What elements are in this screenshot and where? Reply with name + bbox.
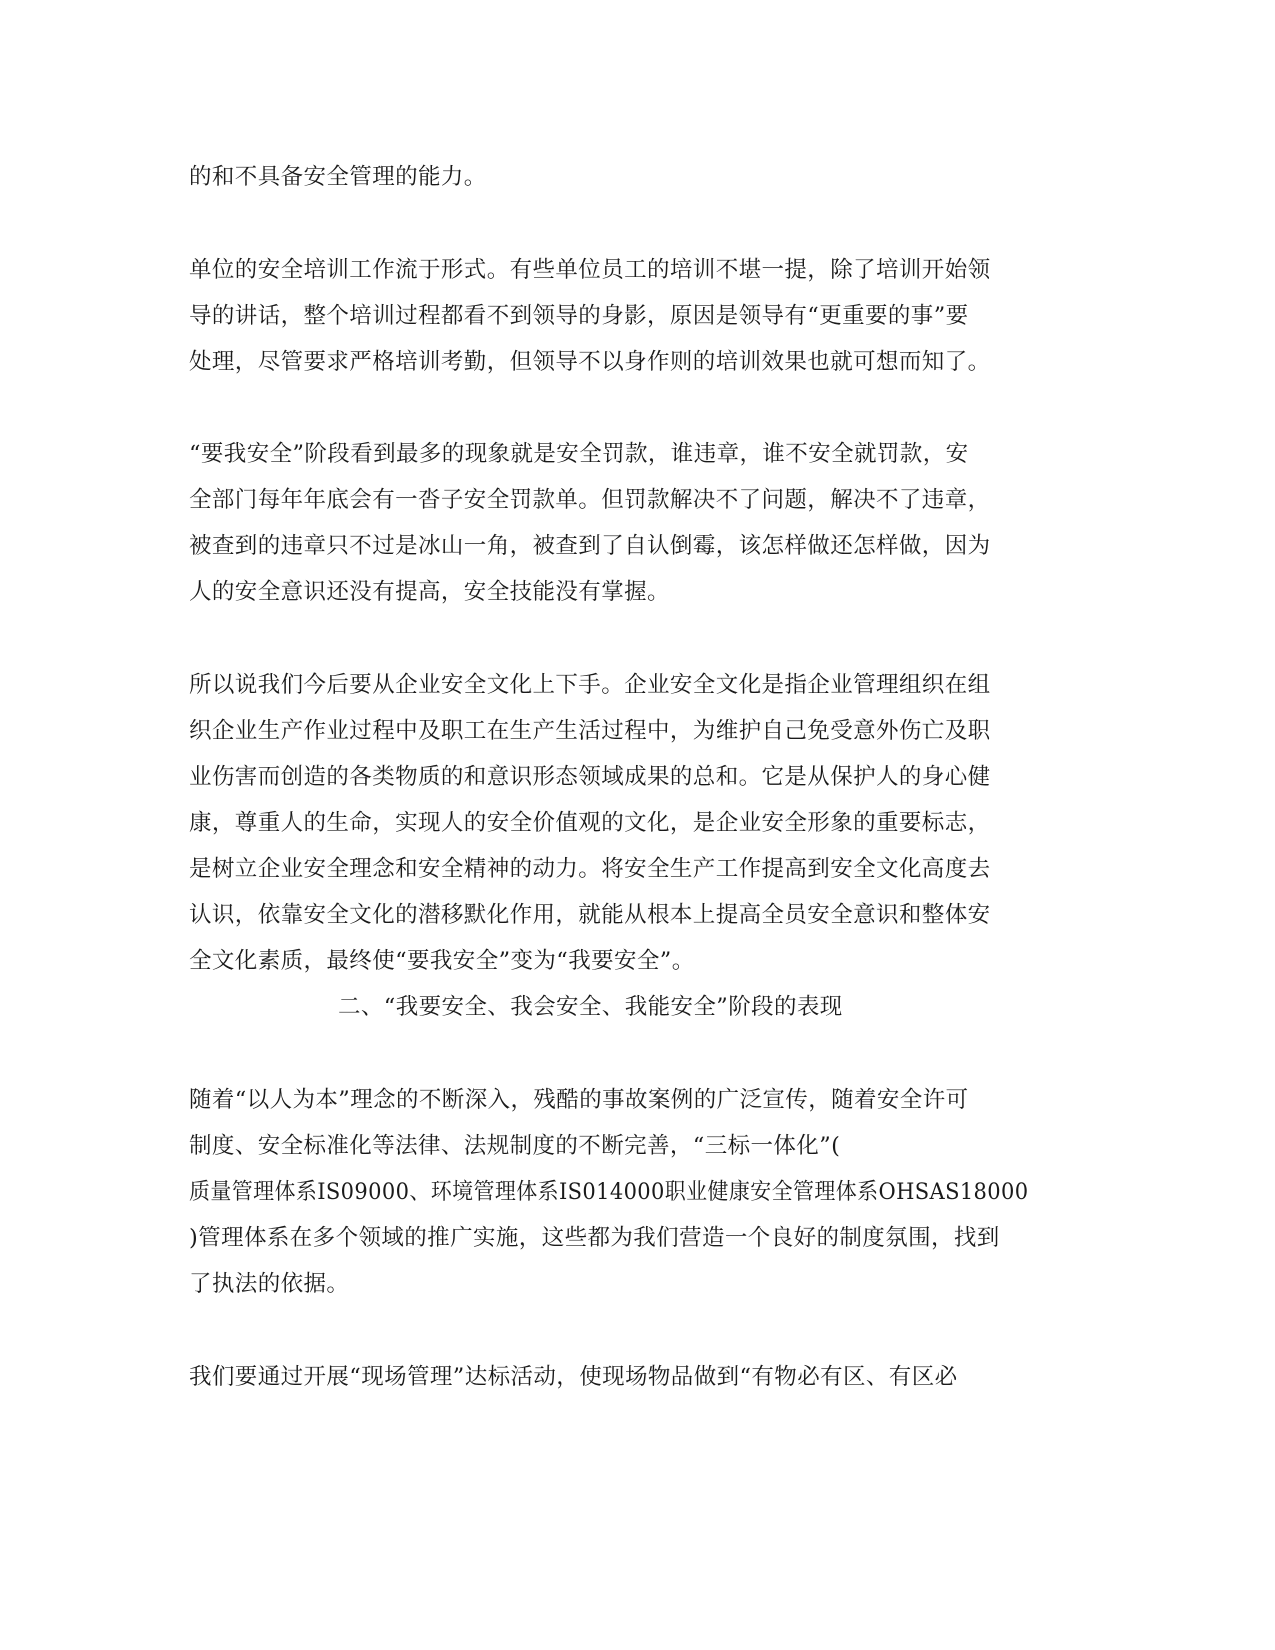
section-heading: 二、“我要安全、我会安全、我能安全”阶段的表现: [338, 994, 843, 1020]
paragraph-2-line-3: 处理，尽管要求严格培训考勤，但领导不以身作则的培训效果也就可想而知了。: [189, 349, 991, 375]
paragraph-5-line-5: 了执法的依据。: [189, 1271, 350, 1297]
paragraph-4-line-4: 康，尊重人的生命，实现人的安全价值观的文化，是企业安全形象的重要标志，: [189, 810, 991, 836]
paragraph-1-line-1: 的和不具备安全管理的能力。: [189, 164, 487, 190]
paragraph-3-line-2: 全部门每年年底会有一沓子安全罚款单。但罚款解决不了问题，解决不了违章，: [189, 487, 991, 513]
paragraph-5-line-4: )管理体系在多个领域的推广实施，这些都为我们营造一个良好的制度氛围，找到: [189, 1225, 1000, 1251]
paragraph-3-line-3: 被查到的违章只不过是冰山一角，被查到了自认倒霉，该怎样做还怎样做，因为: [189, 533, 991, 559]
paragraph-5-line-1: 随着“以人为本”理念的不断深入，残酷的事故案例的广泛宣传，随着安全许可: [189, 1087, 969, 1113]
paragraph-4-line-2: 织企业生产作业过程中及职工在生产生活过程中，为维护自己免受意外伤亡及职: [189, 718, 991, 744]
paragraph-5-line-2: 制度、安全标准化等法律、法规制度的不断完善，“三标一体化”(: [189, 1133, 841, 1159]
paragraph-2-line-2: 导的讲话，整个培训过程都看不到领导的身影，原因是领导有“更重要的事”要: [189, 303, 969, 329]
paragraph-5-line-3: 质量管理体系IS09000、环境管理体系IS014000职业健康安全管理体系OHSAS18000: [189, 1179, 1029, 1205]
paragraph-3-line-4: 人的安全意识还没有提高，安全技能没有掌握。: [189, 579, 670, 605]
paragraph-4-line-1: 所以说我们今后要从企业安全文化上下手。企业安全文化是指企业管理组织在组: [189, 672, 991, 698]
paragraph-4-line-7: 全文化素质，最终使“要我安全”变为“我要安全”。: [189, 948, 695, 974]
paragraph-3-line-1: “要我安全”阶段看到最多的现象就是安全罚款，谁违章，谁不安全就罚款，安: [189, 441, 969, 467]
paragraph-4-line-3: 业伤害而创造的各类物质的和意识形态领域成果的总和。它是从保护人的身心健: [189, 764, 991, 790]
paragraph-2-line-1: 单位的安全培训工作流于形式。有些单位员工的培训不堪一提，除了培训开始领: [189, 257, 991, 283]
paragraph-6-line-1: 我们要通过开展“现场管理”达标活动，使现场物品做到“有物必有区、有区必: [189, 1364, 958, 1390]
paragraph-4-line-5: 是树立企业安全理念和安全精神的动力。将安全生产工作提高到安全文化高度去: [189, 856, 991, 882]
paragraph-4-line-6: 认识，依靠安全文化的潜移默化作用，就能从根本上提高全员安全意识和整体安: [189, 902, 991, 928]
